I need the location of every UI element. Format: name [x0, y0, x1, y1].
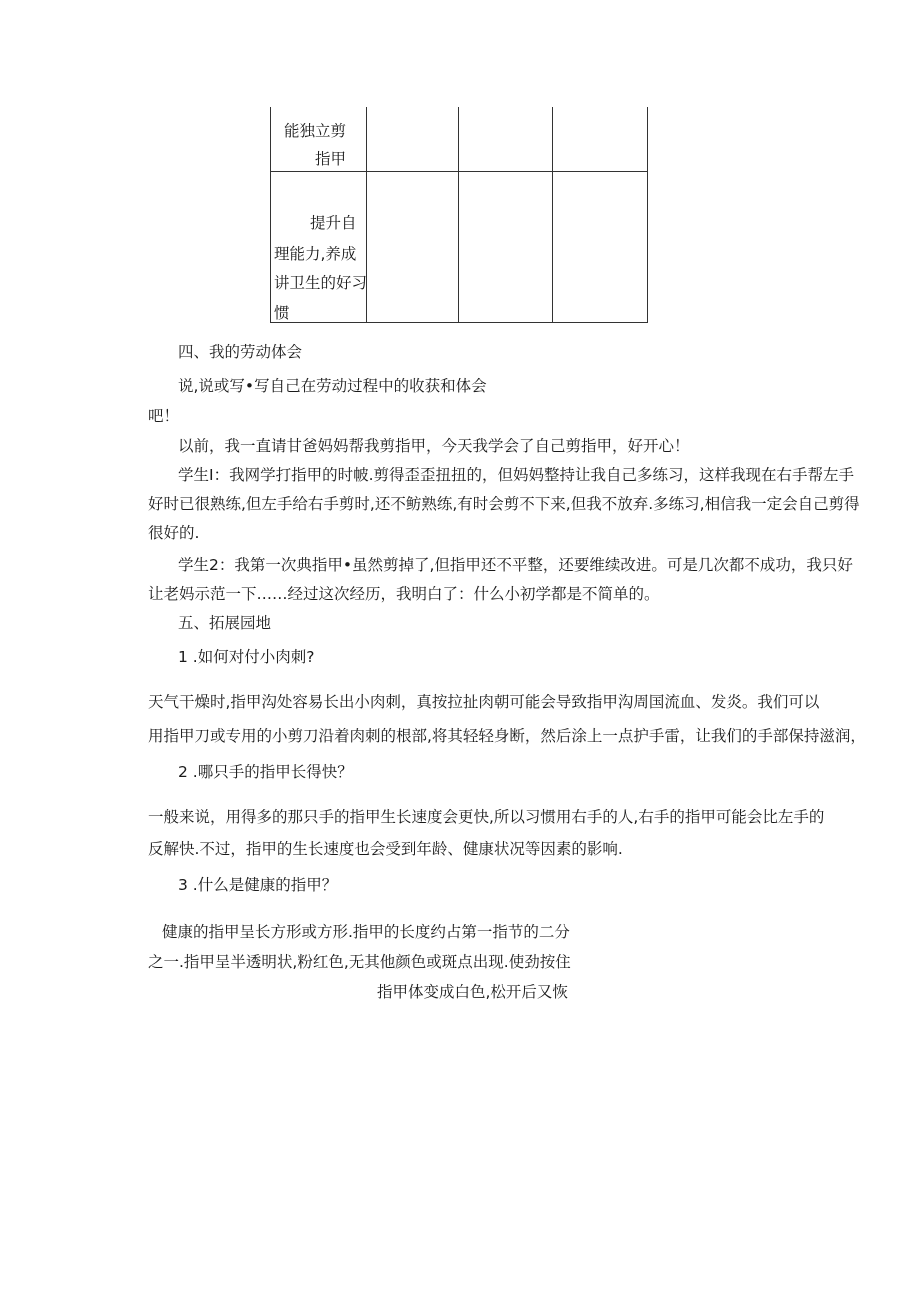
- table-cell-label: 理能力,养成: [274, 245, 357, 263]
- question-1: 1 .如何对付小肉刺?: [178, 648, 315, 666]
- prompt-text: 说,说或写•写自己在劳动过程中的收获和体会: [178, 377, 487, 395]
- table-cell-label: 指甲: [315, 150, 347, 168]
- table-cell-label: 提升自: [310, 214, 357, 232]
- section-heading: 四、我的劳动体会: [178, 343, 303, 361]
- student1-text: 很好的.: [148, 524, 200, 542]
- table-col-divider-3: [552, 107, 553, 323]
- answer-3: 指甲体变成白色,松开后又恢: [377, 983, 568, 1001]
- prompt-text: 吧！: [148, 407, 180, 425]
- table-cell-label: 惯: [274, 304, 290, 322]
- answer-3: 健康的指甲呈长方形或方形.指甲的长度约占第一指节的二分: [162, 923, 570, 941]
- answer-1: 用指甲刀或专用的小剪刀沿着肉刺的根部,将其轻轻身断，然后涂上一点护手雷，让我们的手部保持滋润，: [148, 727, 866, 745]
- table-col-divider-2: [458, 107, 459, 323]
- paragraph-intro: 以前，我一直请甘爸妈妈帮我剪指甲，今天我学会了自己剪指甲，好开心！: [178, 437, 690, 455]
- table-cell-label: 讲卫生的好习: [274, 274, 368, 292]
- student1-text: 学生I：我网学打指甲的时帔.剪得歪歪扭扭的，但妈妈整持让我自己多练习，这样我现在右手帮左手: [178, 466, 855, 484]
- table-row-divider: [270, 171, 648, 172]
- table-border-bottom: [270, 322, 648, 323]
- table-border-right: [647, 107, 648, 323]
- answer-1: 天气干燥时,指甲沟处容易长出小肉刺，真按拉扯肉朝可能会导致指甲沟周国流血、发炎。我们可以: [148, 693, 820, 711]
- answer-2: 一般来说，用得多的那只手的指甲生长速度会更快,所以习惯用右手的人,右手的指甲可能会比左手的: [148, 808, 825, 826]
- answer-3: 之一.指甲呈半透明状,粉红色,无其他颜色或斑点出现.使劲按住: [148, 953, 571, 971]
- student2-text: 学生2：我第一次典指甲•虽然剪掉了,但指甲还不平整，还要维续改进。可是几次都不成功，我只好: [178, 556, 853, 574]
- answer-2: 反解快.不过，指甲的生长速度也会受到年龄、健康状况等因素的影响.: [148, 840, 623, 858]
- evaluation-table: [270, 107, 648, 323]
- section-heading: 五、拓展园地: [178, 614, 272, 632]
- student2-text: 让老妈示范一下……经过这次经历，我明白了：什么小初学都是不简单的。: [148, 585, 660, 603]
- table-cell-label: 能独立剪: [284, 122, 347, 140]
- question-2: 2 .哪只手的指甲长得快？: [178, 763, 353, 781]
- question-3: 3 .什么是健康的指甲？: [178, 876, 338, 894]
- student1-text: 好时已很熟练,但左手给右手剪时,还不鲂熟练,有时会剪不下来,但我不放弃.多练习,相信我一定会自己剪得: [148, 495, 860, 513]
- table-border-left: [270, 107, 271, 323]
